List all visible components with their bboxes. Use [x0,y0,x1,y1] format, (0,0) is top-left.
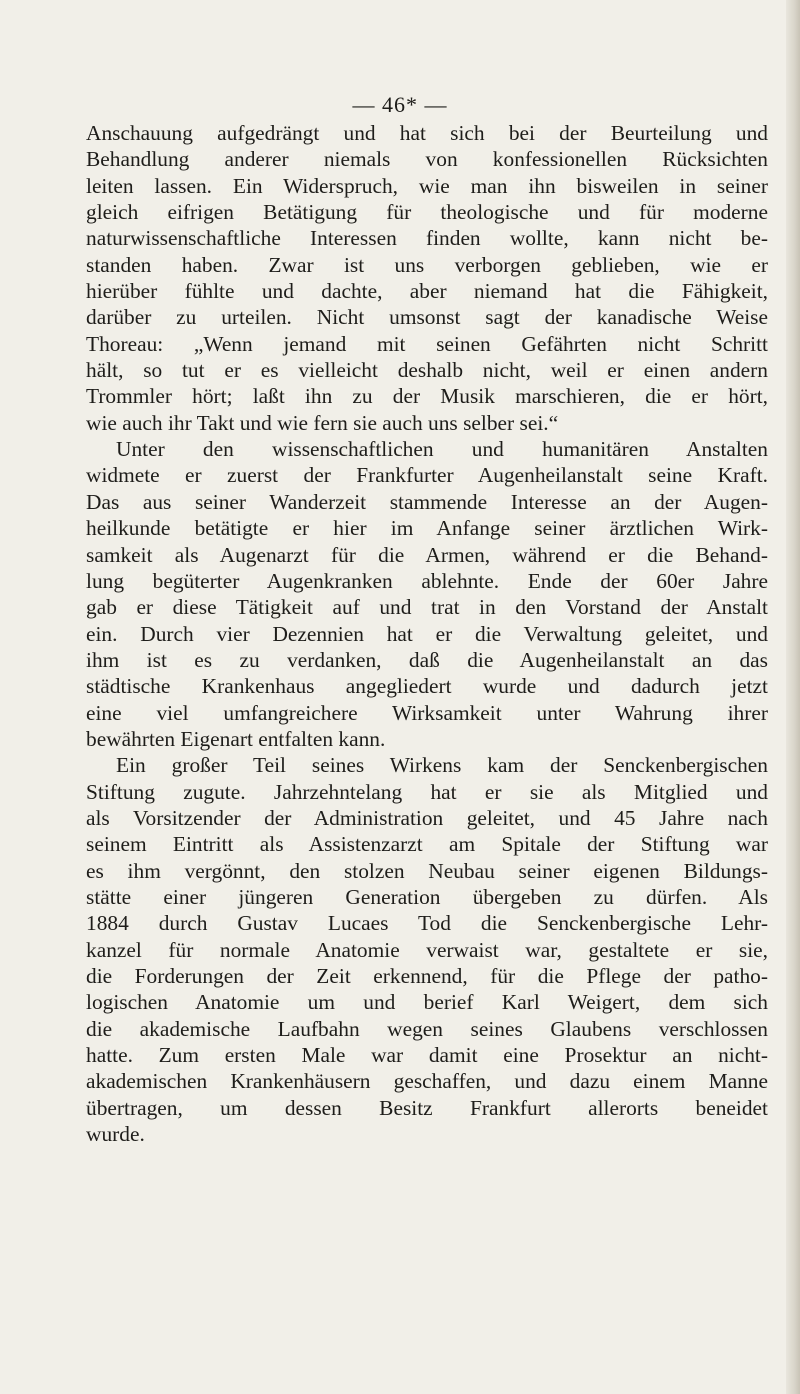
text-line: samkeit als Augenarzt für die Armen, während er die Behand- [86,542,768,567]
text-line: kanzel für normale Anatomie verwaist war, gestaltete er sie, [86,937,768,962]
text-line: wurde. [86,1122,145,1147]
text-line: Behandlung anderer niemals von konfessionellen Rücksichten [86,147,768,172]
text-line: gleich eifrigen Betätigung für theologische und für moderne [86,200,768,225]
text-line: Stiftung zugute. Jahrzehntelang hat er sie als Mitglied und [86,779,768,804]
text-line: als Vorsitzender der Administration geleitet, und 45 Jahre nach [86,805,768,830]
text-line: wie auch ihr Takt und wie fern sie auch uns selber sei.“ [86,410,559,435]
text-line: die Forderungen der Zeit erkennend, für die Pflege der patho- [86,964,768,988]
text-line: leiten lassen. Ein Widerspruch, wie man ihn bisweilen in seiner [86,173,768,198]
text-line: es ihm vergönnt, den stolzen Neubau seiner eigenen Bildungs- [86,858,768,883]
text-line: heilkunde betätigte er hier im Anfange seiner ärztlichen Wirk- [86,516,768,541]
text-line: hatte. Zum ersten Male war damit eine Prosektur an nicht- [86,1043,768,1068]
body-text [86,120,768,1147]
text-line: Trommler hört; laßt ihn zu der Musik marschieren, die er hört, [86,384,768,409]
text-line: bewährten Eigenart entfalten kann. [86,726,386,751]
text-line: Unter den wissenschaftlichen und humanitären Anstalten [116,437,768,462]
text-line: hierüber fühlte und dachte, aber niemand hat die Fähigkeit, [86,279,768,304]
text-line: lung begüterter Augenkranken ablehnte. Ende der 60er Jahre [86,568,768,593]
text-line: Thoreau: „Wenn jemand mit seinen Gefährten nicht Schritt [86,331,768,356]
text-line: darüber zu urteilen. Nicht umsonst sagt der kanadische Weise [86,305,768,330]
page-edge-shadow [786,0,800,1394]
text-line: ihm ist es zu verdanken, daß die Augenheilanstalt an das [86,647,768,672]
text-line: 1884 durch Gustav Lucaes Tod die Senckenbergische Lehr- [86,911,768,936]
text-line: akademischen Krankenhäusern geschaffen, und dazu einem Manne [86,1069,768,1094]
text-line: standen haben. Zwar ist uns verborgen geblieben, wie er [86,252,768,277]
text-line: gab er diese Tätigkeit auf und trat in den Vorstand der Anstalt [86,595,768,620]
text-line: übertragen, um dessen Besitz Frankfurt allerorts beneidet [86,1095,768,1120]
text-line: eine viel umfangreichere Wirksamkeit unter Wahrung ihrer [86,700,768,725]
text-line: naturwissenschaftliche Interessen finden wollte, kann nicht be- [86,226,768,251]
text-line: Das aus seiner Wanderzeit stammende Interesse an der Augen- [86,489,768,514]
text-line: städtische Krankenhaus angegliedert wurde und dadurch jetzt [86,674,768,699]
text-line: widmete er zuerst der Frankfurter Augenheilanstalt seine Kraft. [86,463,768,488]
text-line: Anschauung aufgedrängt und hat sich bei der Beurteilung und [86,121,768,145]
text-line: Ein großer Teil seines Wirkens kam der Senckenbergischen [116,753,768,778]
text-line: ein. Durch vier Dezennien hat er die Verwaltung geleitet, und [86,621,768,646]
text-line: hält, so tut er es vielleicht deshalb nicht, weil er einen andern [86,358,768,383]
text-line: stätte einer jüngeren Generation übergeben zu dürfen. Als [86,884,768,909]
text-line: die akademische Laufbahn wegen seines Glaubens verschlossen [86,1016,768,1041]
text-line: logischen Anatomie um und berief Karl Weigert, dem sich [86,990,768,1015]
page-number: — 46* — [352,92,448,117]
text-line: seinem Eintritt als Assistenzarzt am Spitale der Stiftung war [86,832,768,857]
